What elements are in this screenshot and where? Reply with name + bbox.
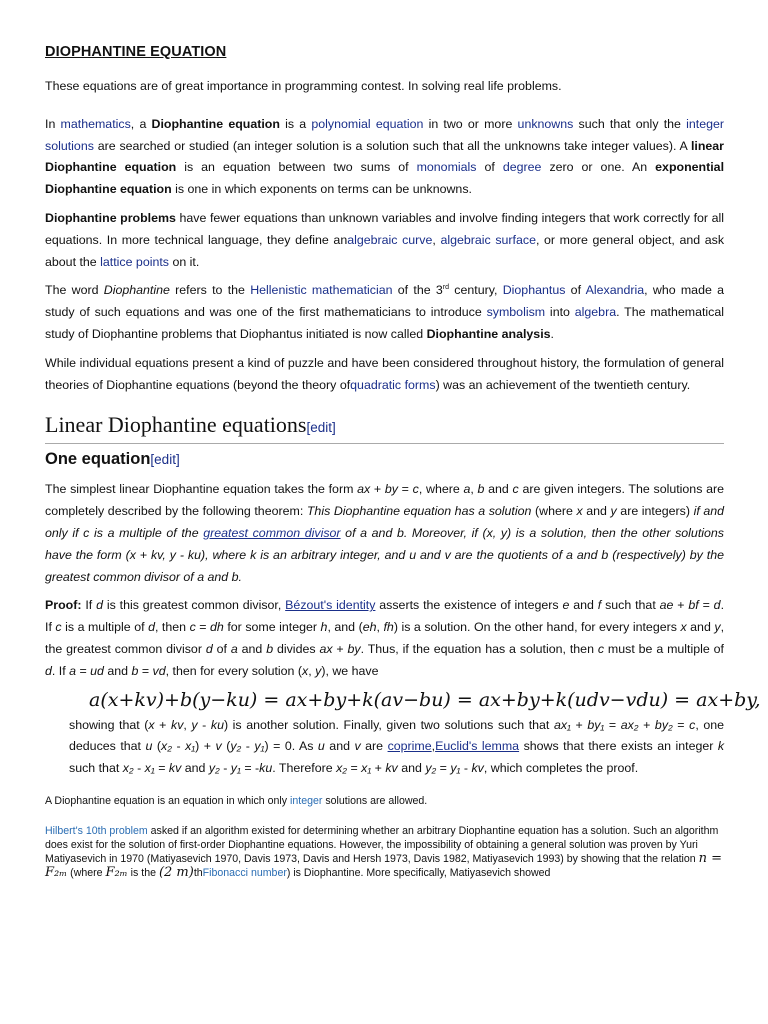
section-heading: Linear Diophantine equations[edit] — [45, 412, 724, 444]
link-lattice-points[interactable]: lattice points — [100, 254, 169, 269]
inline-formula-fibonacci: F₂ₘ — [105, 864, 128, 880]
inline-formula-index: (2 m) — [158, 864, 194, 880]
history-paragraph: While individual equations present a kind of puzzle and have been considered throughout history, the formulation of general theories of Diophantine equations (beyond the theory ofquadratic forms) was an achievement of the twentieth century. — [45, 355, 724, 392]
link-euclids-lemma[interactable]: Euclid's lemma — [435, 739, 520, 754]
proof-continuation-paragraph: showing that (x + kv, y - ku) is another solution. Finally, given two solutions such that ax₁ + by₁ = ax₂ + by₂ = c, one deduces that u (x₂ - x₁) + v (y₂ - y₁) = 0. As u and v are coprime,Euclid's lemma shows that there exists an integer k such that x₂ - x₁ = kv and y₂ - y₁ = -ku. Therefore x₂ = x₁ + kv and y₂ = y₁ - kv, which completes the proof. — [69, 717, 725, 776]
intro-paragraph: These equations are of great importance in programming contest. In solving real life problems. — [45, 79, 562, 93]
definition-paragraph: In mathematics, a Diophantine equation is a polynomial equation in two or more unknowns such that only the integer solutions are searched or studied (an integer solution is a solution such that all the unknowns take integer values). A linear Diophantine equation is an equation between two sums of monomials of degree zero or one. An exponential Diophantine equation is one in which exponents on terms can be unknowns. — [45, 116, 725, 197]
subsection-heading: One equation[edit] — [45, 450, 180, 469]
link-hilberts-10th-problem[interactable]: Hilbert's 10th problem — [45, 824, 148, 837]
link-fibonacci-number[interactable]: Fibonacci number — [202, 866, 287, 879]
link-polynomial-equation[interactable]: polynomial equation — [311, 116, 424, 131]
link-integer-solutions[interactable]: integer solutions — [45, 116, 725, 153]
link-quadratic-forms[interactable]: quadratic forms — [350, 377, 436, 392]
link-monomials[interactable]: monomials — [416, 160, 477, 175]
inline-formula-relation: n = F₂ₘ — [45, 850, 723, 880]
document-title: DIOPHANTINE EQUATION — [45, 44, 227, 60]
link-integer[interactable]: integer — [290, 794, 323, 807]
link-algebraic-curve[interactable]: algebraic curve — [347, 232, 433, 247]
definition-note: A Diophantine equation is an equation in which only integer solutions are allowed. — [45, 794, 428, 807]
link-diophantus[interactable]: Diophantus — [502, 283, 566, 298]
link-degree[interactable]: degree — [502, 160, 542, 175]
link-coprime[interactable]: coprime — [387, 739, 432, 754]
document-body — [45, 44, 761, 880]
link-alexandria[interactable]: Alexandria — [585, 283, 645, 298]
link-algebraic-surface[interactable]: algebraic surface — [440, 232, 536, 247]
link-greatest-common-divisor[interactable]: greatest common divisor — [203, 525, 341, 540]
hilbert-paragraph: Hilbert's 10th problem asked if an algorithm existed for determining whether an arbitrary Diophantine equation has a solution. Such an algorithm does exist for the solution of first-order Diophantine equations. However, the impossibility of obtaining a general solution was proven by Yuri Matiyasevich in 1970 (Matiyasevich 1970, Davis 1973, Davis and Hersh 1973, Davis 1982, Matiyasevich 1993) by showing that the relation n = F₂ₘ (where F₂ₘ is the (2 m)thFibonacci number) is Diophantine. More specifically, Matiyasevich showed — [45, 824, 723, 880]
link-bezouts-identity[interactable]: Bézout's identity — [285, 598, 376, 613]
link-mathematics[interactable]: mathematics — [60, 116, 131, 131]
etymology-paragraph: The word Diophantine refers to the Hellenistic mathematician of the 3rd century, Diophantus of Alexandria, who made a study of such equations and was one of the first mathematicians to introduce symbolism into algebra. The mathematical study of Diophantine problems that Diophantus initiated is now called Diophantine analysis. — [45, 283, 725, 341]
link-unknowns[interactable]: unknowns — [517, 116, 574, 131]
link-hellenistic-mathematician[interactable]: Hellenistic mathematician — [250, 283, 393, 298]
link-symbolism[interactable]: symbolism — [486, 305, 546, 320]
section-edit-link[interactable]: [edit] — [306, 420, 336, 436]
link-algebra[interactable]: algebra — [574, 305, 617, 320]
theorem-paragraph: The simplest linear Diophantine equation takes the form ax + by = c, where a, b and c are given integers. The solutions are completely described by the following theorem: This Diophantine equation has a solution (where x and y are integers) if and only if c is a multiple of the greatest common divisor of a and b. Moreover, if (x, y) is a solution, then the other solutions have the form (x + kv, y - ku), where k is an arbitrary integer, and u and v are the quotients of a and b (respectively) by the greatest common divisor of a and b. — [45, 482, 725, 584]
problems-paragraph: Diophantine problems have fewer equations than unknown variables and involve finding integers that work correctly for all equations. In more technical language, they define analgebraic curve, algebraic surface, or more general object, and ask about the lattice points on it. — [45, 210, 725, 269]
display-equation: a(x+kv)+b(y−ku) = ax+by+k(av−bu) = ax+by+k(udv−vdu) = ax+by, — [89, 688, 761, 711]
subsection-edit-link[interactable]: [edit] — [150, 452, 180, 468]
proof-paragraph: Proof: If d is this greatest common divisor, Bézout's identity asserts the existence of integers e and f such that ae + bf = d. If c is a multiple of d, then c = dh for some integer h, and (eh, fh) is a solution. On the other hand, for every integers x and y, the greatest common divisor d of a and b divides ax + by. Thus, if the equation has a solution, then c must be a multiple of d. If a = ud and b = vd, then for every solution (x, y), we have — [45, 598, 725, 678]
